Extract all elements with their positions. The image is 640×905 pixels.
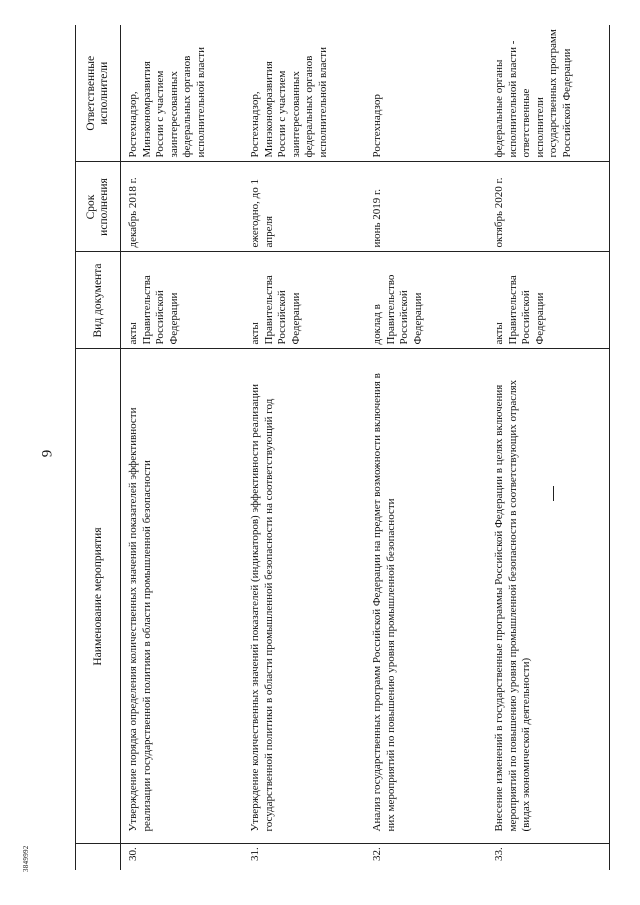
page-number: 9 [39, 449, 56, 458]
table-row [365, 25, 487, 870]
deadline: декабрь 2018 г. [121, 162, 244, 252]
row-number: 31. [249, 847, 261, 861]
responsible: федеральные органы исполнительной власти - ответственные исполнители государственных программ Российской Федерации [487, 25, 610, 162]
measure-name: Внесение изменений в государственные программы Российской Федерации в целях включения мероприятий по повышению уровня промышленной безопасности в соответствующих отраслях (видах экономической деятельности) [487, 349, 610, 844]
table-row [243, 25, 365, 870]
doc-type: акты Правительства Российской Федерации [243, 252, 365, 349]
table-row [121, 25, 244, 870]
measure-name: Утверждение порядка определения количественных значений показателей эффективности реализации государственной политики в области промышленной безопасности [121, 349, 244, 844]
header-responsible: Ответственные исполнители [76, 25, 121, 162]
header-number [76, 844, 121, 870]
doc-type: акты Правительства Российской Федерации [487, 252, 610, 349]
row-number: 33. [487, 844, 610, 870]
header-deadline: Срок исполнения [76, 162, 121, 252]
doc-type: доклад в Правительство Российской Федерации [365, 252, 487, 349]
row-number: 30. [127, 847, 139, 861]
deadline: октябрь 2020 г. [487, 162, 610, 252]
measure-name: Анализ государственных программ Российской Федерации на предмет возможности включения в них мероприятий по повышению уровня промышленной безопасности [365, 349, 487, 844]
responsible: Ростехнадзор, Минэкономразвития России с участием заинтересованных федеральных органов исполнительной власти [243, 25, 365, 162]
doc-type: акты Правительства Российской Федерации [121, 252, 244, 349]
deadline: ежегодно, до 1 апреля [243, 162, 365, 252]
measure-name: Утверждение количественных значений показателей (индикаторов) эффективности реализации государственной политики в области промышленной безопасности на соответствующий год [243, 349, 365, 844]
measures-table [75, 25, 610, 870]
header-name: Наименование мероприятия [76, 349, 121, 844]
document-code: 3849992 [22, 845, 30, 872]
header-doc-type: Вид документа [76, 252, 121, 349]
responsible: Ростехнадзор, Минэкономразвития России с участием заинтересованных федеральных органов исполнительной власти [121, 25, 244, 162]
table-row [487, 25, 610, 870]
table-header-row [76, 25, 121, 870]
row-number: 32. [371, 847, 383, 861]
responsible: Ростехнадзор [365, 25, 487, 162]
measures-table-container [75, 25, 640, 870]
deadline: июнь 2019 г. [365, 162, 487, 252]
